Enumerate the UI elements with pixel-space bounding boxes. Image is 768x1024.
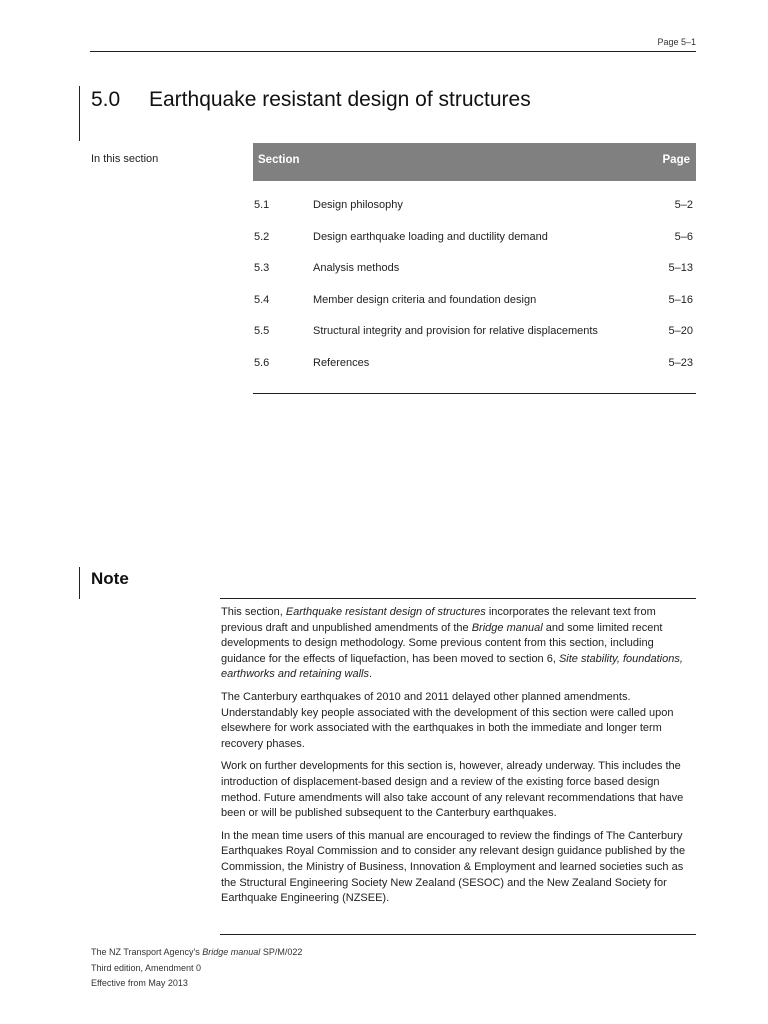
footer [91, 945, 302, 992]
page-title [91, 88, 531, 112]
section-title: Earthquake resistant design of structures [149, 88, 531, 111]
toc-row-title: Design philosophy [313, 199, 403, 211]
note-top-rule [220, 598, 696, 599]
toc-row-page: 5–16 [668, 293, 693, 306]
note-bottom-rule [220, 934, 696, 935]
note-heading: Note [91, 569, 129, 588]
footer-effective-line: Effective from May 2013 [91, 978, 188, 988]
toc-row[interactable] [253, 286, 696, 318]
note-paragraph-3: Work on further developments for this section is, however, already underway. This includes the introduction of displacement-based design and a review of the existing force based design method. Future amendments will also take account of any relevant recommendations that have been or will be published subsequent to the Canterbury earthquakes. [221, 760, 684, 820]
toc-bottom-rule [253, 393, 696, 394]
toc-table [253, 191, 696, 381]
toc-header-page: Page [662, 154, 690, 166]
toc-row[interactable] [253, 254, 696, 286]
note-paragraph-4: In the mean time users of this manual are encouraged to review the findings of The Canterbury Earthquakes Royal Commission and to consider any relevant design guidance published by the Commission, the Ministry of Business, Innovation & Employment and learned societies such as the Structural Engineering Society New Zealand (SESOC) and the New Zealand Society for Earthquake Engineering (NZSEE). [221, 829, 686, 905]
page-number-label: Page 5–1 [657, 37, 696, 47]
toc-row-title: Member design criteria and foundation design [313, 293, 537, 306]
toc-row-number: 5.4 [254, 293, 270, 306]
toc-row-number: 5.6 [254, 356, 270, 369]
toc-row-number: 5.1 [254, 199, 270, 211]
toc-row-title: Analysis methods [313, 262, 400, 275]
toc-row[interactable] [253, 317, 696, 349]
toc-row-title: Design earthquake loading and ductility demand [313, 230, 548, 243]
header-rule [90, 51, 696, 52]
toc-row-number: 5.2 [254, 230, 270, 243]
toc-row[interactable] [253, 191, 696, 223]
toc-row-number: 5.5 [254, 325, 270, 338]
note-accent-bar [79, 567, 80, 599]
toc-row-page: 5–6 [674, 230, 693, 243]
toc-row-page: 5–2 [674, 199, 693, 211]
toc-row-page: 5–13 [668, 262, 693, 275]
section-number: 5.0 [91, 88, 121, 111]
toc-row[interactable] [253, 223, 696, 255]
toc-row-number: 5.3 [254, 262, 270, 275]
title-accent-bar [79, 86, 80, 141]
in-this-section-label: In this section [91, 153, 159, 165]
toc-row-title: Structural integrity and provision for relative displacements [313, 325, 598, 338]
footer-edition-line: Third edition, Amendment 0 [91, 962, 202, 973]
note-paragraph-1: This section, Earthquake resistant design of structures incorporates the relevant text from previous draft and unpublished amendments of the Bridge manual and some limited recent developments to design methodology. Some previous content from this section, including guidance for the effects of liquefaction, has been moved to section 6, Site stability, foundations, earthworks and retaining walls. [221, 606, 683, 681]
toc-row-page: 5–20 [668, 325, 693, 338]
note-paragraph-2: The Canterbury earthquakes of 2010 and 2011 delayed other planned amendments. Understandably key people associated with the development of this section were called upon elsewhere for work associated with the earthquakes in both the immediate and longer term recovery phases. [221, 690, 674, 750]
toc-header-section: Section [258, 154, 300, 166]
toc-row[interactable] [253, 349, 696, 381]
footer-publication-line: The NZ Transport Agency's Bridge manual SP/M/022 [91, 947, 303, 957]
toc-row-title: References [313, 356, 370, 369]
toc-row-page: 5–23 [668, 356, 693, 369]
toc-header [253, 143, 696, 181]
note-body [221, 605, 691, 914]
